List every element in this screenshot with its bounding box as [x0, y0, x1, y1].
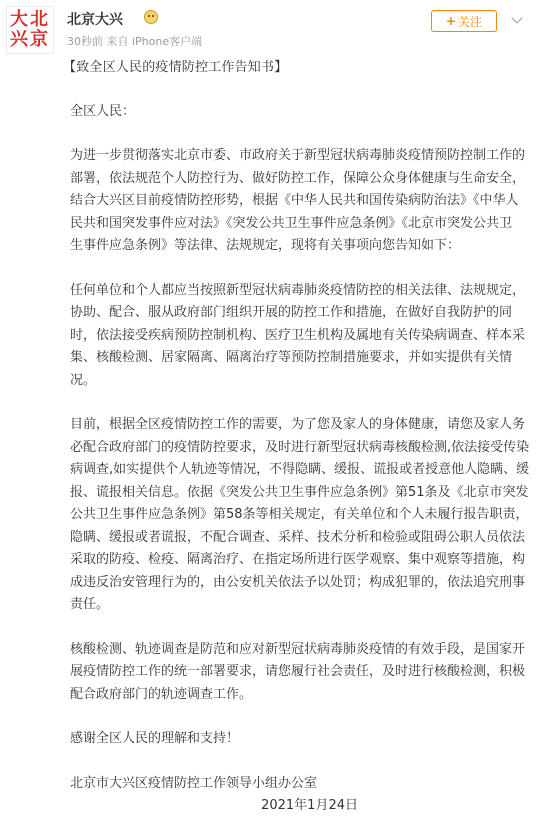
avatar[interactable]	[6, 6, 54, 54]
plus-icon: +	[445, 14, 457, 28]
signature-date: 2021年1月24日	[261, 798, 358, 813]
avatar-row-top	[10, 10, 50, 30]
text-line: 协助、配合、服从政府部门组织开展的防控工作和措施，在做好自我防护的同	[70, 305, 513, 320]
text-line: 病调查,如实提供个人轨迹等情况，不得隐瞒、缓报、谎报或者授意他人隐瞒、缓	[70, 462, 530, 477]
text-line: 隐瞒、缓报或者谎报，不配合调查、采样、技术分析和检验或阻碍公职人员依法	[70, 529, 526, 545]
avatar-char: 京	[30, 29, 50, 50]
paragraph	[63, 639, 543, 707]
avatar-char: 北	[30, 9, 50, 30]
paragraph	[63, 728, 543, 751]
paragraph	[63, 145, 543, 258]
paragraph	[63, 280, 543, 393]
text-line: 集、核酸检测、居家隔离、隔离治疗等预防控制措施要求，并如实提供有关情	[70, 350, 513, 365]
post-meta: 30秒前 来自 iPhone客户端	[67, 35, 203, 48]
account-name[interactable]: 北京大兴	[67, 12, 123, 28]
signature-organization: 北京市大兴区疫情防控工作领导小组办公室	[70, 775, 318, 791]
text-line: 必配合政府部门的疫情防控要求，及时进行新型冠状病毒核酸检测,依法接受传染	[70, 439, 530, 455]
post-content	[63, 57, 543, 818]
text-line: 公共卫生事件应急条例》第58条等相关规定，有关单位和个人未履行报告职责，	[70, 507, 529, 522]
salutation: 全区人民：	[70, 103, 136, 119]
text-line: 采取的防疫、检疫、隔离治疗、在指定场所进行医学观察、集中观察等措施，构	[70, 552, 526, 567]
avatar-char: 大	[10, 9, 30, 30]
chevron-down-icon[interactable]	[511, 12, 522, 23]
text-line: 况。	[70, 372, 97, 388]
text-line: 成违反治安管理行为的，由公安机关依法予以处罚；构成犯罪的，依法追究刑事	[70, 574, 526, 590]
emoji-badge-icon	[144, 10, 158, 24]
text-line: 目前，根据全区疫情防控工作的需要，为了您及家人的身体健康，请您及家人务	[70, 417, 526, 432]
text-line: 核酸检测、轨迹调查是防范和应对新型冠状病毒肺炎疫情的有效手段，是国家开	[70, 641, 526, 657]
text-line: 时，依法接受疾病预防控制机构、医疗卫生机构及属地有关传染病调查、样本采	[70, 327, 526, 343]
text-line: 感谢全区人民的理解和支持！	[70, 731, 240, 746]
avatar-char: 兴	[10, 29, 30, 50]
text-line: 报、谎报相关信息。依据《突发公共卫生事件应急条例》第51条及《北京市突发	[70, 484, 529, 500]
avatar-row-bottom	[10, 30, 50, 50]
text-line: 责任。	[70, 597, 110, 612]
follow-label: 关注	[458, 14, 483, 29]
post-title: 【致全区人民的疫情防控工作告知书】	[63, 60, 288, 75]
text-line: 为进一步贯彻落实北京市委、市政府关于新型冠状病毒肺炎疫情预防控制工作的	[70, 148, 526, 163]
post-header	[0, 0, 550, 60]
follow-button[interactable]	[431, 10, 497, 32]
text-line: 民共和国突发事件应对法》《突发公共卫生事件应急条例》《北京市突发公共卫	[70, 215, 513, 231]
text-line: 展疫情防控工作的统一部署要求，请您履行社会责任，及时进行核酸检测，积极	[70, 664, 526, 679]
text-line: 部署，依法规范个人防控行为、做好防控工作，保障公众身体健康与生命安全，	[70, 170, 526, 186]
paragraph	[63, 414, 543, 617]
text-line: 结合大兴区目前疫情防控形势，根据《中华人民共和国传染病防治法》《中华人	[70, 193, 519, 208]
text-line: 生事件应急条例》等法律、法规规定，现将有关事项向您告知如下：	[70, 238, 461, 253]
text-line: 任何单位和个人都应当按照新型冠状病毒肺炎疫情防控的相关法律、法规规定，	[70, 282, 526, 298]
text-line: 配合政府部门的轨迹调查工作。	[70, 686, 253, 702]
